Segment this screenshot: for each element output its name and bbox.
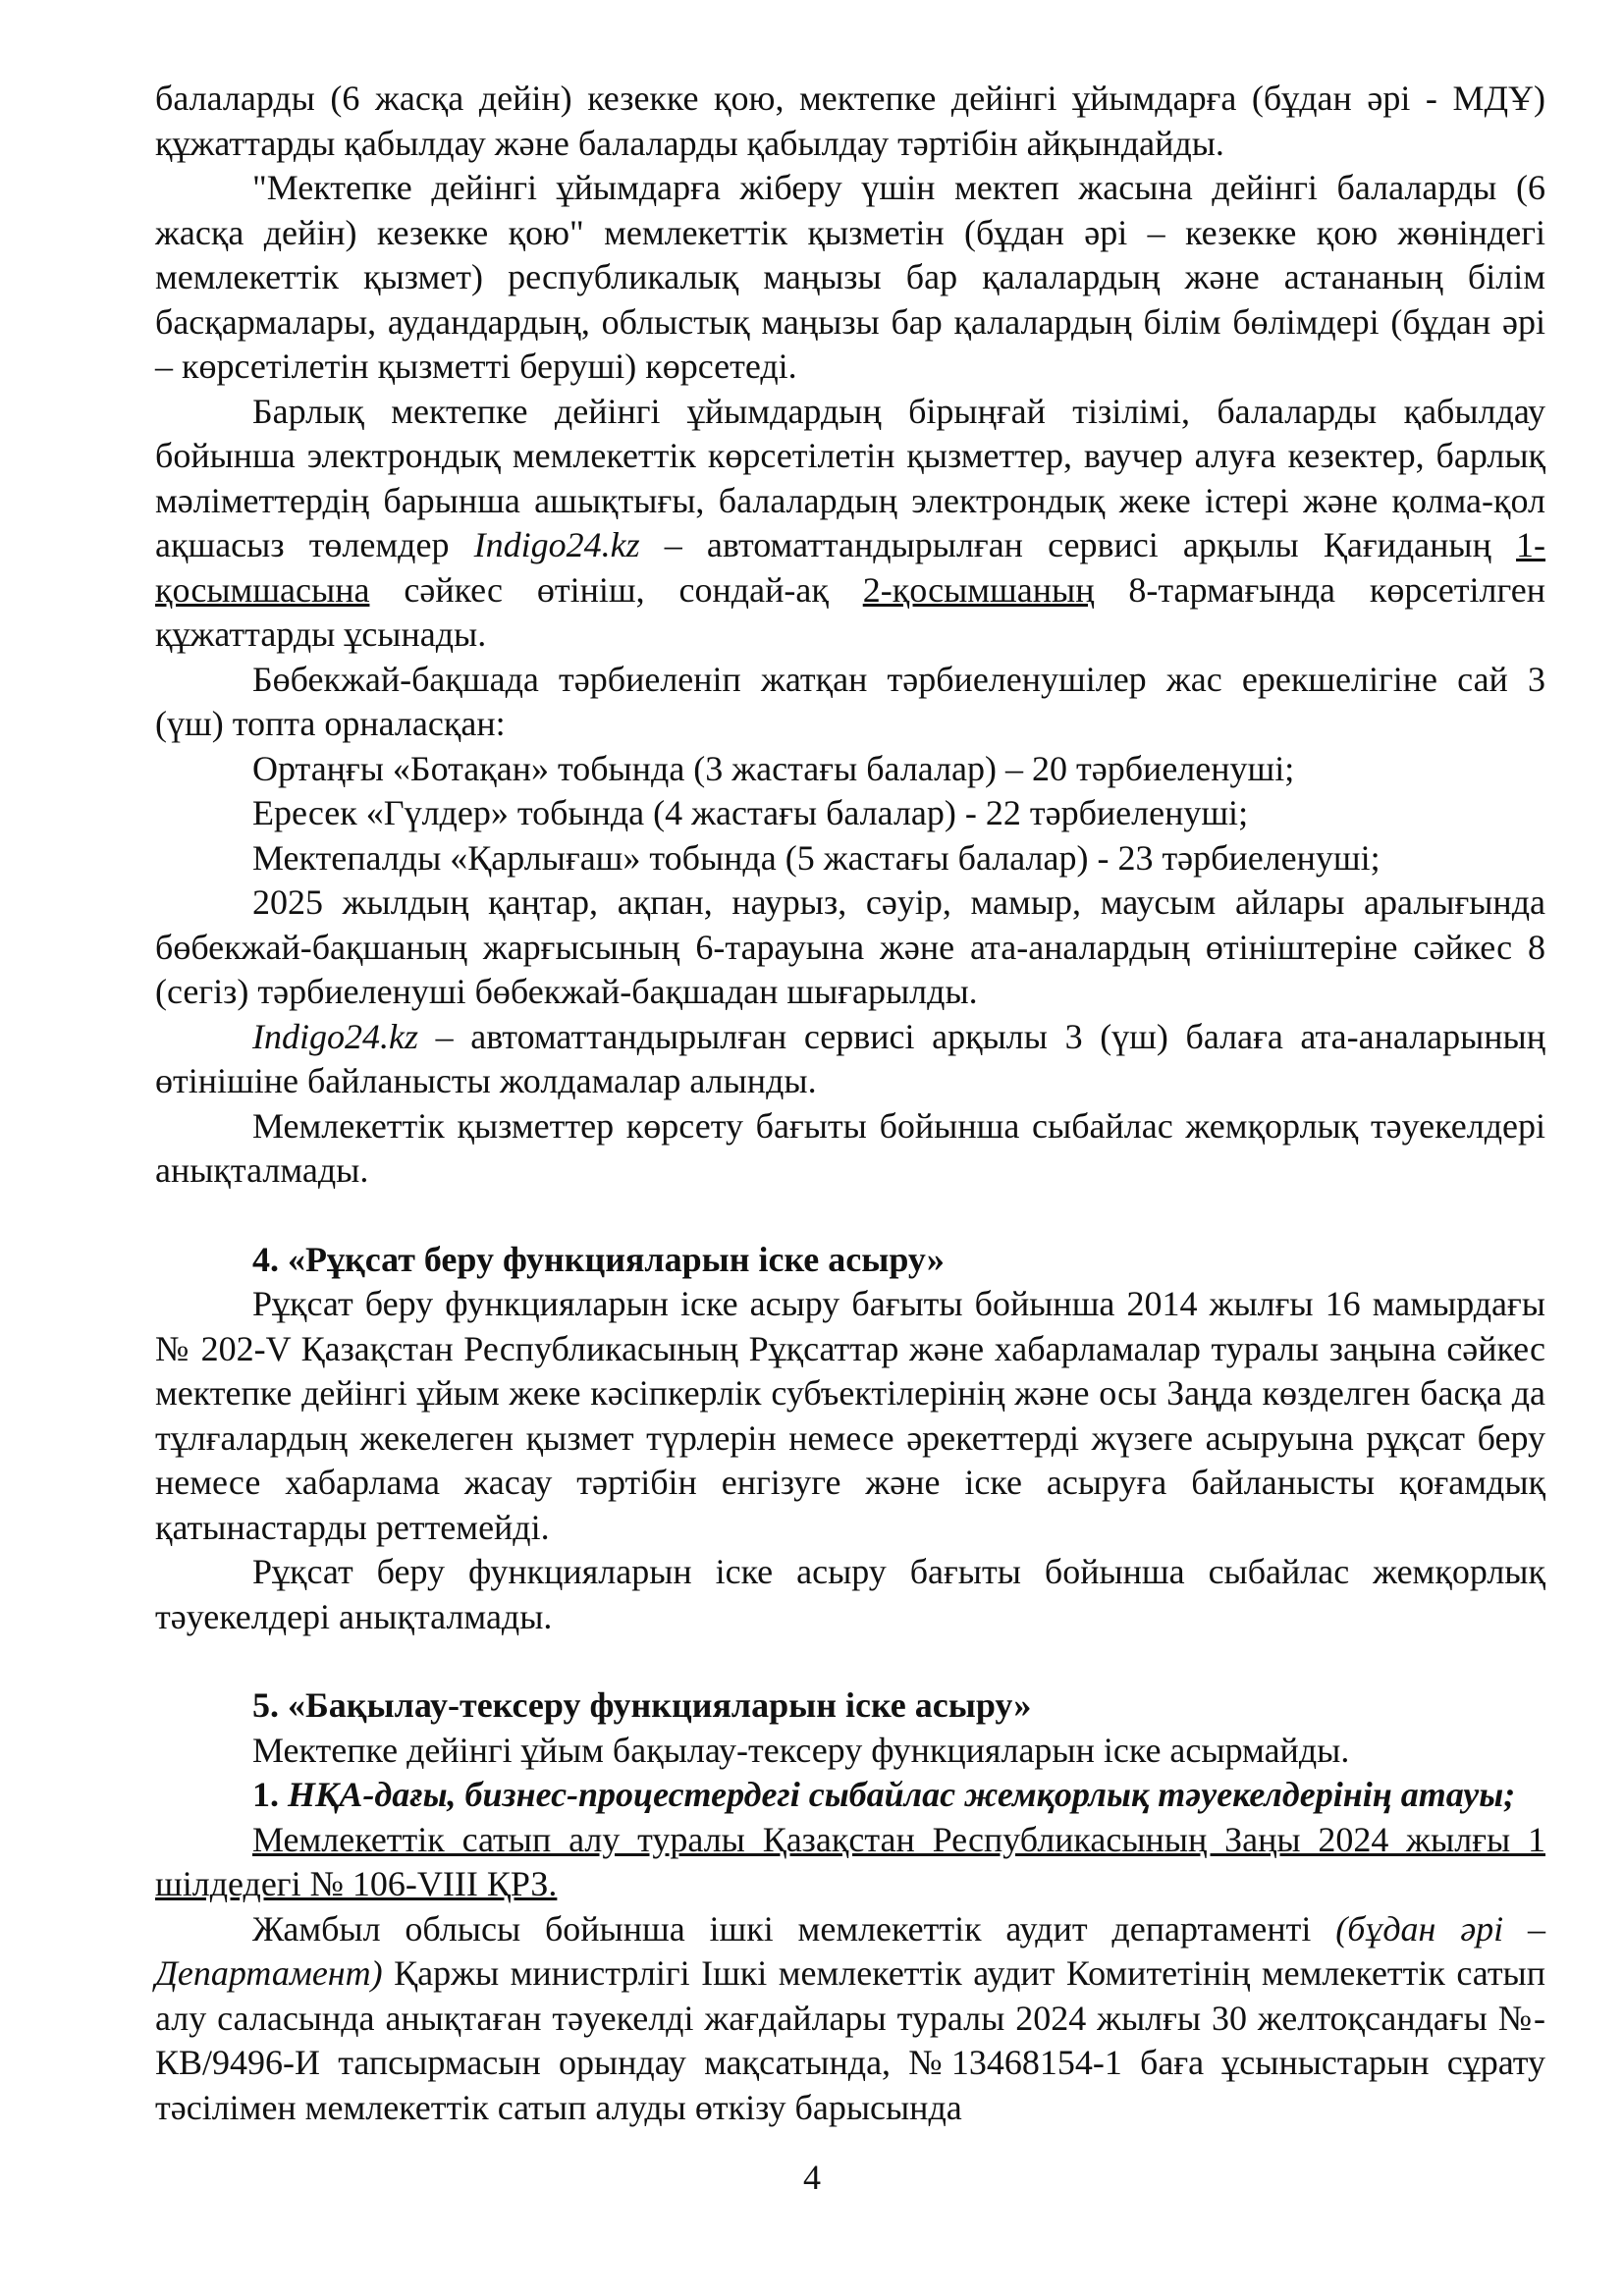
paragraph-referrals: [155, 1015, 1545, 1104]
audit-text-italic: (бұдан әрі – Департамент): [155, 1908, 1546, 1993]
paragraph-no-control: Мектепке дейінгі ұйым бақылау-тексеру функцияларын іске асырмайды.: [252, 1730, 1350, 1770]
section-heading-4: 4. «Рұқсат беру функцияларын іске асыру»: [252, 1239, 945, 1279]
document-page: [155, 77, 1545, 2130]
subheading-number: 1.: [252, 1775, 279, 1814]
paragraph-queue-intro: балаларды (6 жасқа дейін) кезекке қою, мектепке дейінгі ұйымдарға (бұдан әрі - МДҰ) құжаттарды қабылдау және балаларды қабылдау тәртібін айқындайды.: [155, 79, 1545, 163]
registry-text-4: 8-тармағында көрсетілген құжаттарды ұсынады.: [155, 569, 1546, 654]
subheading-title: НҚА-дағы, бизнес-процестердегі сыбайлас жемқорлық тәуекелдерінің атауы;: [288, 1775, 1516, 1814]
paragraph-procurement-law: Мемлекеттік сатып алу туралы Қазақстан Республикасының Заңы 2024 жылғы 1 шілдедегі № 106-VIII ҚРЗ.: [155, 1819, 1545, 1903]
paragraph-audit-department: [155, 1907, 1545, 2131]
paragraph-permits-law: Рұқсат беру функцияларын іске асыру бағыты бойынша 2014 жылғы 16 мамырдағы № 202-V Қазақстан Республикасының Рұқсаттар және хабарламалар туралы заңына сәйкес мектепке дейінгі ұйым жеке кәсіпкерлік субъектілерінің және осы Заңда көзделген басқа да тұлғалардың жекелеген қызмет түрлерін немесе әрекеттерді жүзеге асыруына рұқсат беру немесе хабарлама жасау тәртібін енгізуге және іске асыруға байланысты қоғамдық қатынастарды реттемейді.: [155, 1284, 1545, 1547]
group-item-karlygash: Мектепалды «Қарлығаш» тобында (5 жастағы балалар) - 23 тәрбиеленуші;: [252, 837, 1380, 878]
indigo-site-name-2: Indigo24.kz: [252, 1016, 418, 1056]
paragraph-indigo-registry: [155, 390, 1545, 658]
paragraph-queue-service: "Мектепке дейінгі ұйымдарға жіберу үшін мектеп жасына дейінгі балаларды (6 жасқа дейін) кезекке қою" мемлекеттік қызметін (бұдан әрі – кезекке қою жөніндегі мемлекеттік қызмет) республикалық маңызы бар қалалардың және астананың білім басқармалары, аудандардың, облыстық маңызы бар қалалардың білім бөлімдері (бұдан әрі – көрсетілетін қызметті беруші) көрсетеді.: [155, 168, 1545, 386]
registry-text-3: сәйкес өтініш, сондай-ақ: [404, 569, 829, 610]
section-gap: [155, 1194, 1545, 1238]
section-heading-5: 5. «Бақылау-тексеру функцияларын іске асыру»: [252, 1685, 1032, 1725]
page-number: 4: [803, 2158, 821, 2197]
paragraph-no-risks-permits: Рұқсат беру функцияларын іске асыру бағыты бойынша сыбайлас жемқорлық тәуекелдері анықталмады.: [155, 1552, 1545, 1636]
paragraph-no-risks-services: Мемлекеттік қызметтер көрсету бағыты бойынша сыбайлас жемқорлық тәуекелдері анықталмады.: [155, 1105, 1545, 1190]
indigo-site-name: Indigo24.kz: [473, 525, 640, 564]
appendix-2-link[interactable]: 2-қосымшаның: [862, 569, 1095, 610]
paragraph-withdrawals: 2025 жылдың қаңтар, ақпан, наурыз, сәуір, мамыр, маусым айлары аралығында бөбекжай-бақшаның жарғысының 6-тарауына және ата-аналардың өтініштеріне сәйкес 8 (сегіз) тәрбиеленуші бөбекжай-бақшадан шығарылды.: [155, 882, 1545, 1011]
audit-text-2: Қаржы министрлігі Ішкі мемлекеттік аудит Комитетінің мемлекеттік сатып алу саласында анықтаған тәуекелді жағдайлары туралы 2024 жылғы 30 желтоқсандағы №-КВ/9496-И тапсырмасын орындау мақсатында, №13468154-1 баға ұсыныстарын сұрату тәсілімен мемлекеттік сатып алуды өткізу барысында: [155, 1953, 1545, 2127]
section-gap-2: [155, 1639, 1545, 1683]
group-item-gulder: Ересек «Гүлдер» тобында (4 жастағы балалар) - 22 тәрбиеленуші;: [252, 793, 1249, 832]
group-item-botakan: Ортаңғы «Ботақан» тобында (3 жастағы балалар) – 20 тәрбиеленуші;: [252, 748, 1295, 788]
registry-text-2: – автоматтандырылған сервисі арқылы Қағиданың: [664, 525, 1491, 564]
subheading-risk-names: [155, 1773, 1545, 1818]
audit-text: Жамбыл облысы бойынша ішкі мемлекеттік аудит департаменті: [252, 1908, 1312, 1949]
registry-text: Барлық мектепке дейінгі ұйымдардың бірыңғай тізілімі, балаларды қабылдау бойынша электрондық мемлекеттік көрсетілетін қызметтер, ваучер алуға кезектер, барлық мәліметтердің барынша ашықтығы, балалардың электрондық жеке істері және қолма-қол ақшасыз төлемдер: [155, 391, 1545, 564]
paragraph-groups-intro: Бөбекжай-бақшада тәрбиеленіп жатқан тәрбиеленушілер жас ерекшелігіне сай 3 (үш) топта орналасқан:: [155, 659, 1545, 743]
referrals-text: – автоматтандырылған сервисі арқылы 3 (үш) балаға ата-аналарының өтінішіне байланысты жолдамалар алынды.: [155, 1016, 1545, 1100]
appendix-1-link[interactable]: 1-қосымшасына: [155, 525, 1546, 610]
